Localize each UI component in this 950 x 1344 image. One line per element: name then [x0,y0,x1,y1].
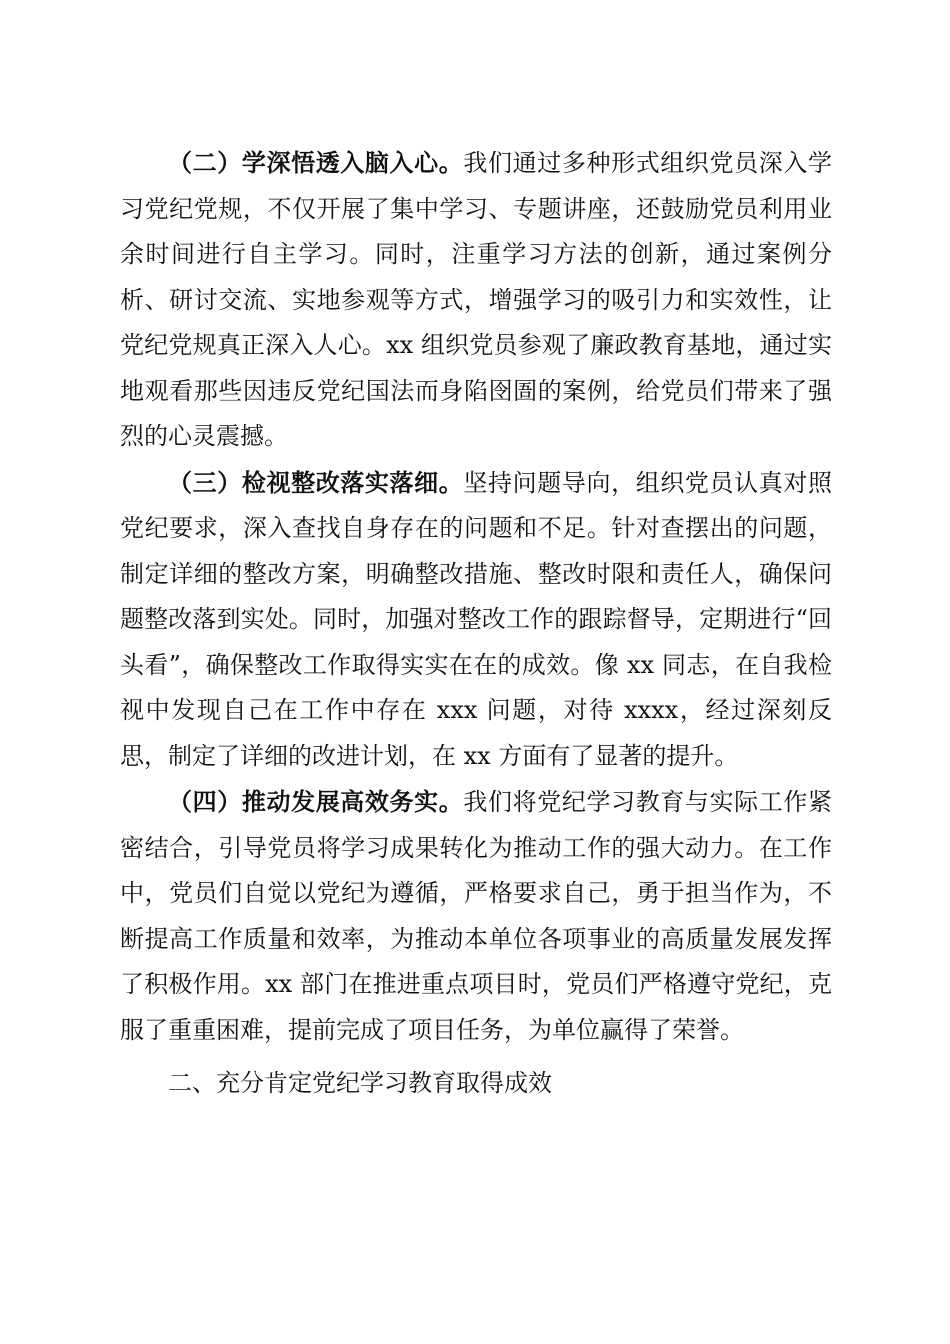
paragraph-text: 我们将党纪学习教育与实际工作紧密结合，引导党员将学习成果转化为推动工作的强大动力。在工作中，党员们自觉以党纪为遵循，严格要求自己，勇于担当作为，不断提高工作质量和效率，为推动本单位各项事业的高质量发展发挥了积极作用。xx 部门在推进重点项目时，党员们严格遵守党纪，克服了重重困难，提前完成了项目任务，为单位赢得了荣誉。 [120,788,833,1044]
document-body [120,140,832,1107]
paragraph-text: 坚持问题导向，组织党员认真对照党纪要求，深入查找自身存在的问题和不足。针对查摆出的问题，制定详细的整改方案，明确整改措施、整改时限和责任人，确保问题整改落到实处。同时，加强对整改工作的跟踪督导，定期进行“回头看”，确保整改工作取得实实在在的成效。像 xx 同志，在自我检视中发现自己在工作中存在 xxx 问题，对待 xxxx，经过深刻反思，制定了详细的改进计划，在 xx 方面有了显著的提升。 [120,468,833,770]
paragraph-text: 我们通过多种形式组织党员深入学习党纪党规，不仅开展了集中学习、专题讲座，还鼓励党员利用业余时间进行自主学习。同时，注重学习方法的创新，通过案例分析、研讨交流、实地参观等方式，增强学习的吸引力和实效性，让党纪党规真正深入人心。xx 组织党员参观了廉政教育基地，通过实地观看那些因违反党纪国法而身陷囹圄的案例，给党员们带来了强烈的心灵震撼。 [120,149,833,450]
paragraph-study [120,140,832,460]
paragraph-lead: （二）学深悟透入脑入心。 [168,148,464,177]
section-heading: 二、充分肯定党纪学习教育取得成效 [168,1069,552,1097]
paragraph-lead: （四）推动发展高效务实。 [168,787,464,816]
paragraph-lead: （三）检视整改落实落细。 [168,467,464,497]
paragraph-rectification [120,460,832,780]
paragraph-development [120,779,832,1053]
